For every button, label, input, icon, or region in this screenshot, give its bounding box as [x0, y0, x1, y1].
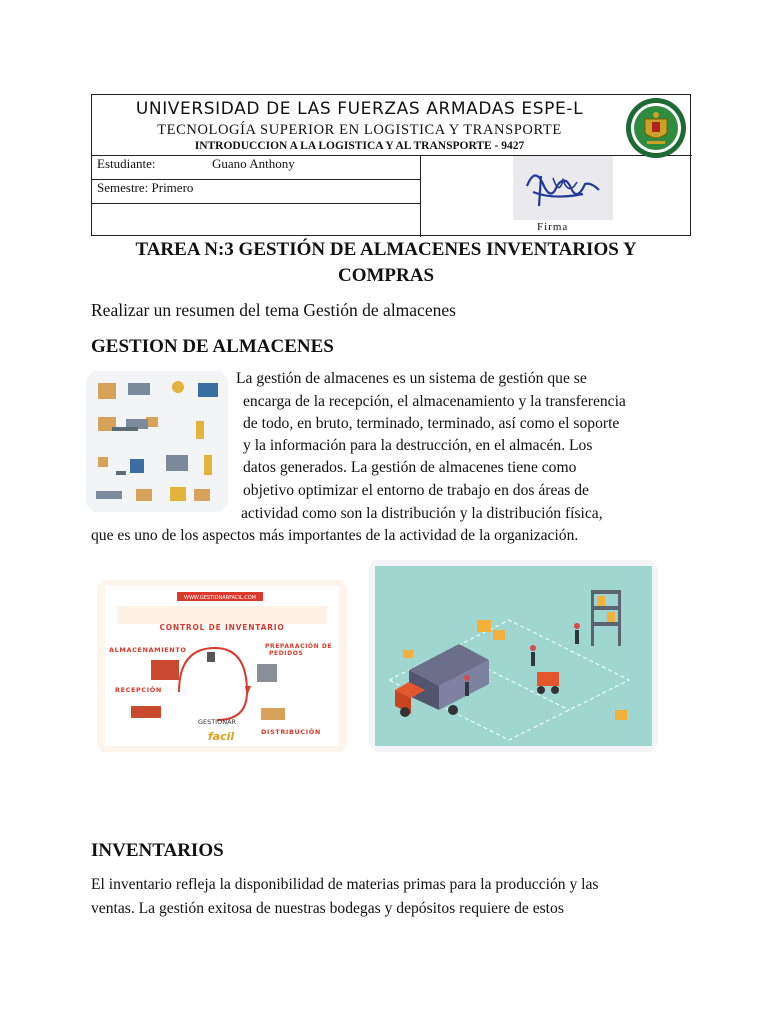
paragraph-line: ventas. La gestión exitosa de nuestras bodegas y depósitos requiere de estos [91, 900, 564, 917]
label-recepcion: RECEPCIÓN [115, 686, 162, 694]
infographic-url: WWW.GESTIONARFACIL.COM [184, 595, 256, 601]
label-almacenamiento: ALMACENAMIENTO [109, 646, 187, 654]
warehouse-illustration [369, 560, 658, 752]
label-pedidos: PEDIDOS [269, 650, 304, 657]
paragraph-line: y la información para la destrucción, en el almacén. Los [243, 437, 593, 454]
brand-facil: facil [207, 730, 235, 743]
paragraph-line: El inventario refleja la disponibilidad de materias primas para la producción y las [91, 876, 599, 893]
paragraph-line: que es uno de los aspectos más importantes de la actividad de la organización. [91, 527, 579, 544]
infographic-title: CONTROL DE INVENTARIO [159, 623, 285, 632]
paragraph-line: datos generados. La gestión de almacenes tiene como [243, 459, 577, 476]
header-table [91, 94, 691, 236]
paragraph-line: objetivo optimizar el entorno de trabajo en dos áreas de [243, 482, 589, 499]
paragraph-line: de todo, en bruto, terminado, terminado, así como el soporte [243, 415, 620, 432]
semester: Semestre: Primero [97, 180, 194, 195]
university-name: UNIVERSIDAD DE LAS FUERZAS ARMADAS ESPE-L [135, 99, 584, 119]
section-heading-almacenes: GESTION DE ALMACENES [91, 336, 334, 357]
paragraph-line: encarga de la recepción, el almacenamiento y la transferencia [243, 393, 626, 410]
brand-gestionar: GESTIONAR [197, 718, 237, 726]
paragraph-line: La gestión de almacenes es un sistema de gestión que se [236, 370, 587, 387]
label-preparacion: PREPARACIÓN DE [265, 643, 333, 650]
paragraph-line: actividad como son la distribución y la distribución física, [241, 505, 603, 522]
warehouse-icons-image [86, 371, 228, 512]
student-label: Estudiante: [97, 156, 156, 171]
intro-text: Realizar un resumen del tema Gestión de almacenes [91, 300, 456, 320]
inventory-control-infographic [97, 580, 347, 752]
student-name: Guano Anthony [212, 156, 295, 171]
university-seal-icon [625, 97, 687, 159]
title-line-1: TAREA N:3 GESTIÓN DE ALMACENES INVENTARIOS Y [135, 239, 637, 260]
label-distribucion: DISTRIBUCIÓN [261, 728, 321, 736]
program-name: TECNOLOGÍA SUPERIOR EN LOGISTICA Y TRANSPORTE [157, 122, 562, 138]
signature-label: Firma [537, 221, 569, 233]
signature-image [513, 156, 613, 220]
assignment-title [91, 237, 681, 289]
title-line-2: COMPRAS [337, 265, 435, 286]
course-name: INTRODUCCION A LA LOGISTICA Y AL TRANSPORTE - 9427 [194, 140, 525, 152]
section-heading-inventarios: INVENTARIOS [91, 840, 224, 861]
